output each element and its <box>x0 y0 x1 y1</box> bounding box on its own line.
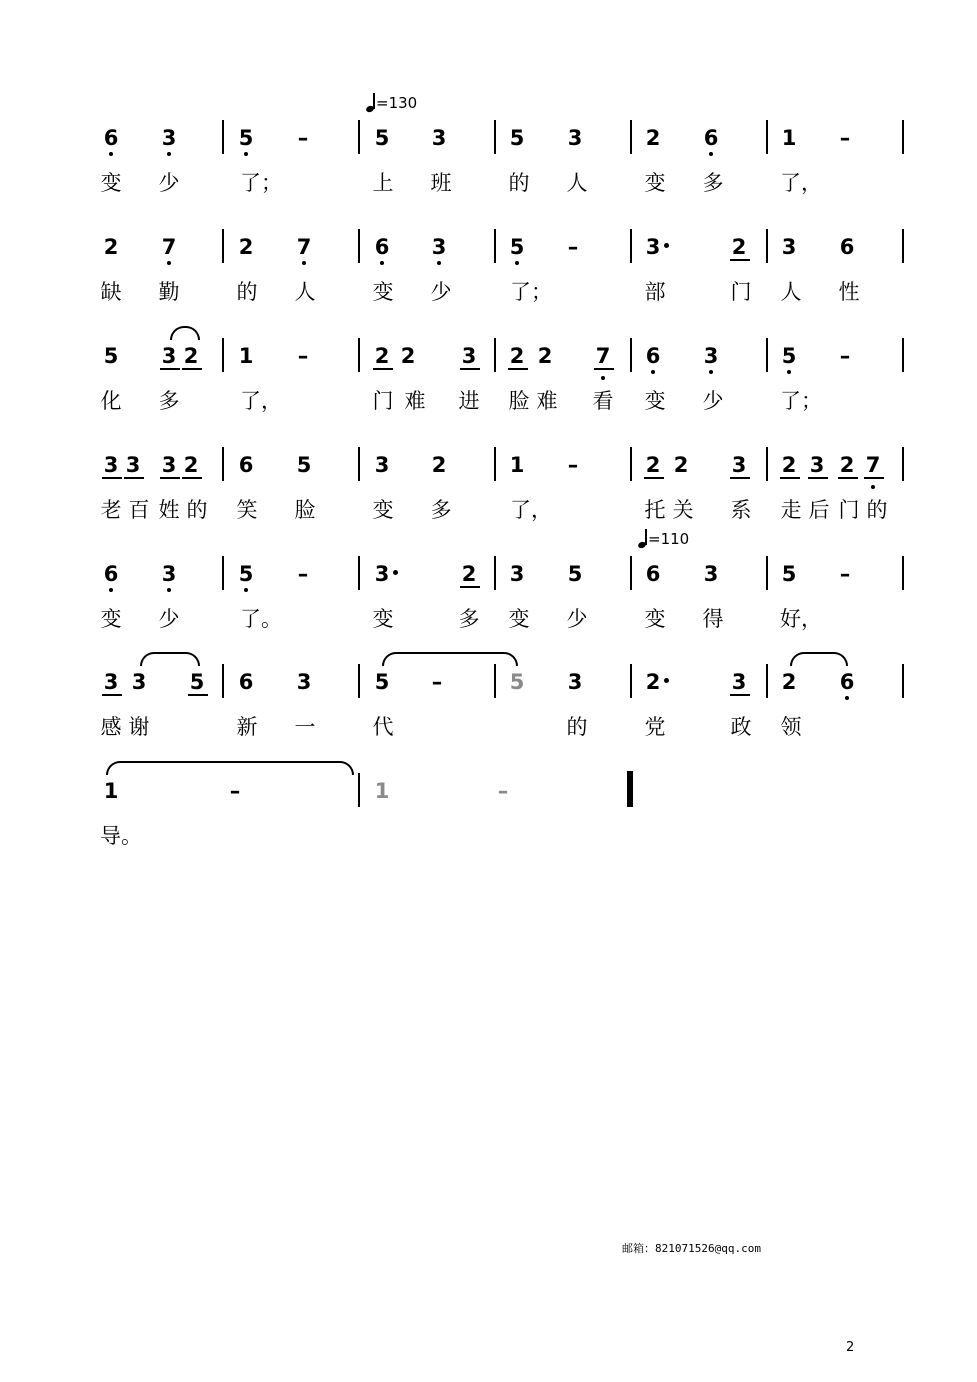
lyric: 导。 <box>100 824 142 848</box>
sustain-dash: – <box>297 562 309 586</box>
note: 7 <box>293 227 315 267</box>
note: 7 <box>158 227 180 267</box>
score-line-7 <box>0 771 977 861</box>
bar-line <box>494 120 496 154</box>
note: 1 <box>103 779 119 803</box>
bar-line <box>766 664 768 698</box>
bar-line <box>766 447 768 481</box>
note: 5 <box>186 662 208 702</box>
lyric: 变 <box>100 171 122 195</box>
lyric: 政 <box>730 715 752 739</box>
note: 6 <box>836 662 858 702</box>
lyric: 少 <box>430 280 452 304</box>
note: 3 <box>428 227 450 267</box>
bar-line <box>358 664 360 698</box>
lyric: 变 <box>508 607 530 631</box>
bar-line <box>630 447 632 481</box>
note: 5 <box>103 344 119 368</box>
note: 3 <box>728 445 750 485</box>
bar-line <box>358 229 360 263</box>
bar-line <box>222 556 224 590</box>
bar-line <box>358 338 360 372</box>
note: 3 <box>509 562 525 586</box>
bar-line <box>902 338 904 372</box>
note: 2 <box>642 445 664 485</box>
bar-line <box>630 120 632 154</box>
score-line-2 <box>0 227 977 317</box>
lyric: 人 <box>294 280 316 304</box>
note: 3 <box>158 336 180 376</box>
note: 3 <box>567 126 583 150</box>
lyric: 性 <box>838 280 860 304</box>
lyric: 变 <box>372 498 394 522</box>
note: 6 <box>700 118 722 158</box>
note: 5 <box>235 554 257 594</box>
note: 2 <box>673 453 689 477</box>
lyric: 走 <box>780 498 802 522</box>
lyric: 的 <box>186 498 208 522</box>
lyric: 一 <box>294 715 316 739</box>
bar-line <box>494 229 496 263</box>
bar-line <box>358 447 360 481</box>
note: 5 <box>509 670 525 694</box>
note: 2 <box>238 235 254 259</box>
bar-line <box>766 120 768 154</box>
score-line-4 <box>0 445 977 535</box>
quarter-note-icon <box>638 530 648 548</box>
note: 6 <box>238 453 254 477</box>
lyric: 谢 <box>128 715 150 739</box>
sustain-dash: – <box>839 126 851 150</box>
note: 6 <box>238 670 254 694</box>
note: 2 <box>778 445 800 485</box>
note: 6 <box>100 118 122 158</box>
score-line-1 <box>0 94 977 208</box>
lyric: 少 <box>702 389 724 413</box>
lyric: 了； <box>780 389 822 413</box>
bar-line <box>494 556 496 590</box>
contact-email: 邮箱：821071526@qq.com <box>622 1242 761 1255</box>
lyric: 了。 <box>240 607 282 631</box>
note: 3 <box>645 235 661 259</box>
lyric: 变 <box>372 607 394 631</box>
bar-line <box>494 447 496 481</box>
tie <box>382 652 518 666</box>
note: 5 <box>374 126 390 150</box>
note: 3 <box>158 554 180 594</box>
lyric: 姓 <box>158 498 180 522</box>
lyric: 变 <box>644 389 666 413</box>
note: 3 <box>100 445 122 485</box>
note: 5 <box>506 227 528 267</box>
note: 2 <box>506 336 528 376</box>
lyric: 难 <box>404 389 426 413</box>
lyric: 了， <box>780 171 822 195</box>
lyric: 关 <box>672 498 694 522</box>
note: 6 <box>645 562 661 586</box>
note: 2 <box>371 336 393 376</box>
lyric: 了， <box>510 498 552 522</box>
lyric: 好， <box>780 607 822 631</box>
bar-line <box>902 556 904 590</box>
lyric: 变 <box>100 607 122 631</box>
note: 3 <box>728 662 750 702</box>
note: 3 <box>296 670 312 694</box>
lyric: 笑 <box>236 498 258 522</box>
augmentation-dot <box>664 678 669 683</box>
lyric: 部 <box>644 280 666 304</box>
augmentation-dot <box>393 570 398 575</box>
lyric: 后 <box>808 498 830 522</box>
note: 3 <box>806 445 828 485</box>
note: 2 <box>103 235 119 259</box>
note: 3 <box>158 118 180 158</box>
note: 5 <box>778 336 800 376</box>
sustain-dash: – <box>839 344 851 368</box>
bar-line <box>222 447 224 481</box>
note: 3 <box>703 562 719 586</box>
note: 2 <box>836 445 858 485</box>
lyric: 难 <box>536 389 558 413</box>
bar-line <box>766 338 768 372</box>
lyric: 系 <box>730 498 752 522</box>
lyric: 多 <box>158 389 180 413</box>
note: 5 <box>781 562 797 586</box>
note: 6 <box>100 554 122 594</box>
bar-line <box>222 664 224 698</box>
lyric: 人 <box>780 280 802 304</box>
lyric: 了； <box>510 280 552 304</box>
lyric: 代 <box>372 715 394 739</box>
note: 3 <box>374 453 390 477</box>
bar-line <box>494 664 496 698</box>
lyric: 少 <box>566 607 588 631</box>
note: 3 <box>458 336 480 376</box>
note: 3 <box>374 562 390 586</box>
tempo-mark: =110 <box>638 530 689 548</box>
note: 1 <box>781 126 797 150</box>
note: 2 <box>431 453 447 477</box>
lyric: 领 <box>780 715 802 739</box>
note: 1 <box>238 344 254 368</box>
note: 5 <box>296 453 312 477</box>
lyric: 党 <box>644 715 666 739</box>
lyric: 百 <box>128 498 150 522</box>
sustain-dash: – <box>839 562 851 586</box>
note: 2 <box>400 344 416 368</box>
lyric: 变 <box>372 280 394 304</box>
bar-line <box>630 664 632 698</box>
lyric: 缺 <box>100 280 122 304</box>
note: 1 <box>509 453 525 477</box>
lyric: 的 <box>566 715 588 739</box>
note: 5 <box>567 562 583 586</box>
bar-line <box>902 229 904 263</box>
note: 3 <box>122 445 144 485</box>
lyric: 勤 <box>158 280 180 304</box>
lyric: 少 <box>158 607 180 631</box>
bar-line <box>902 447 904 481</box>
lyric: 了， <box>240 389 282 413</box>
note: 5 <box>509 126 525 150</box>
note: 3 <box>431 126 447 150</box>
note: 6 <box>371 227 393 267</box>
note: 7 <box>592 336 614 376</box>
lyric: 变 <box>644 607 666 631</box>
note: 7 <box>862 445 884 485</box>
lyric: 变 <box>644 171 666 195</box>
lyric: 进 <box>458 389 480 413</box>
bar-line <box>902 664 904 698</box>
note: 5 <box>235 118 257 158</box>
lyric: 脸 <box>294 498 316 522</box>
bar-line <box>494 338 496 372</box>
bar-line <box>766 556 768 590</box>
augmentation-dot <box>664 243 669 248</box>
lyric: 托 <box>644 498 666 522</box>
score-line-3 <box>0 336 977 426</box>
note: 3 <box>131 670 147 694</box>
lyric: 门 <box>730 280 752 304</box>
lyric: 脸 <box>508 389 530 413</box>
sustain-dash: – <box>297 126 309 150</box>
note: 2 <box>180 336 202 376</box>
bar-line <box>902 120 904 154</box>
note: 2 <box>728 227 750 267</box>
lyric: 新 <box>236 715 258 739</box>
tempo-mark: =130 <box>366 94 417 112</box>
lyric: 的 <box>508 171 530 195</box>
lyric: 得 <box>702 607 724 631</box>
lyric: 的 <box>866 498 888 522</box>
lyric: 老 <box>100 498 122 522</box>
bar-line <box>222 120 224 154</box>
lyric: 化 <box>100 389 122 413</box>
lyric: 多 <box>430 498 452 522</box>
note: 2 <box>645 126 661 150</box>
lyric: 看 <box>592 389 614 413</box>
lyric: 上 <box>372 171 394 195</box>
bar-line <box>630 556 632 590</box>
sustain-dash: – <box>567 235 579 259</box>
sustain-dash: – <box>229 779 241 803</box>
lyric: 门 <box>838 498 860 522</box>
note: 3 <box>158 445 180 485</box>
note: 2 <box>180 445 202 485</box>
sustain-dash: – <box>567 453 579 477</box>
note: 3 <box>700 336 722 376</box>
lyric: 感 <box>100 715 122 739</box>
bar-line <box>358 556 360 590</box>
quarter-note-icon <box>366 94 376 112</box>
lyric: 多 <box>458 607 480 631</box>
bar-line <box>630 229 632 263</box>
note: 6 <box>839 235 855 259</box>
final-bar-line <box>627 771 633 807</box>
note: 3 <box>567 670 583 694</box>
note: 2 <box>458 554 480 594</box>
note: 6 <box>642 336 664 376</box>
score-line-6 <box>0 662 977 752</box>
lyric: 人 <box>566 171 588 195</box>
note: 2 <box>781 670 797 694</box>
bar-line <box>222 338 224 372</box>
note: 5 <box>374 670 390 694</box>
note: 2 <box>645 670 661 694</box>
note: 2 <box>537 344 553 368</box>
page-number: 2 <box>846 1340 855 1355</box>
lyric: 班 <box>430 171 452 195</box>
bar-line <box>630 338 632 372</box>
score-line-5 <box>0 530 977 644</box>
lyric: 的 <box>236 280 258 304</box>
bar-line <box>222 229 224 263</box>
note: 3 <box>100 662 122 702</box>
sustain-dash: – <box>431 670 443 694</box>
bar-line <box>358 120 360 154</box>
lyric: 少 <box>158 171 180 195</box>
sustain-dash: – <box>297 344 309 368</box>
bar-line <box>358 773 360 807</box>
bar-line <box>766 229 768 263</box>
lyric: 了； <box>240 171 282 195</box>
lyric: 多 <box>702 171 724 195</box>
lyric: 门 <box>372 389 394 413</box>
note: 1 <box>374 779 390 803</box>
sustain-dash: – <box>497 779 509 803</box>
note: 3 <box>781 235 797 259</box>
